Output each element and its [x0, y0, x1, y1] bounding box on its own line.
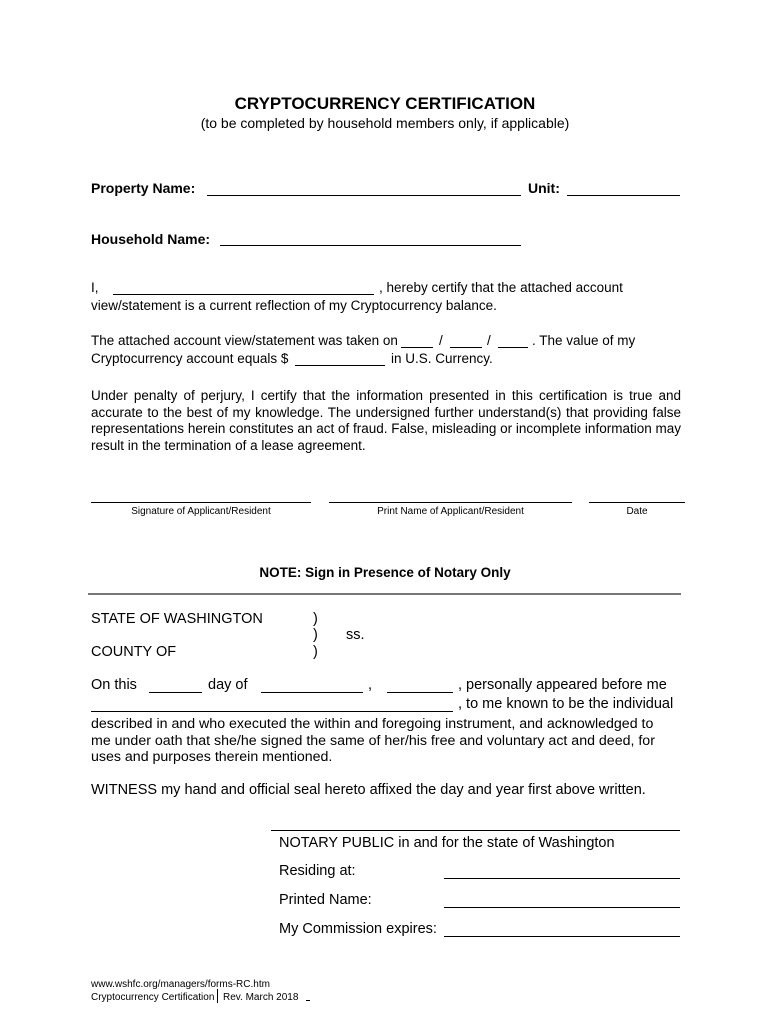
notary-note: NOTE: Sign in Presence of Notary Only — [259, 565, 511, 580]
section-divider — [88, 593, 681, 595]
notary-comma: , — [368, 677, 373, 693]
household-name-field[interactable] — [220, 245, 521, 246]
state-label: STATE OF WASHINGTON — [91, 611, 263, 627]
date-slash-2: / — [487, 333, 491, 348]
residing-field[interactable] — [444, 878, 680, 879]
paren-2: ) — [313, 627, 318, 643]
date-label: Date — [626, 506, 648, 517]
paren-3: ) — [313, 644, 318, 660]
print-name-field[interactable] — [329, 502, 572, 503]
property-name-field[interactable] — [207, 195, 521, 196]
notary-day-field[interactable] — [149, 692, 202, 693]
footer-rev: Rev. March 2018 — [223, 992, 299, 1003]
certify-line2: view/statement is a current reflection of my Cryptocurrency balance. — [91, 298, 497, 313]
day-of-text: day of — [208, 677, 248, 693]
commission-label: My Commission expires: — [279, 921, 437, 937]
certify-i-label: I, — [91, 280, 99, 295]
paren-1: ) — [313, 611, 318, 627]
notary-year-field[interactable] — [387, 692, 453, 693]
described-paragraph: described in and who executed the within and foregoing instrument, and acknowledged to me under oath that she/he signed the same of her/his free and voluntary act and deed, for uses and purposes therein mentioned. — [91, 716, 655, 765]
taken-month-field[interactable] — [401, 347, 433, 348]
household-name-label: Household Name: — [91, 231, 211, 247]
value-of-text: . The value of my — [532, 333, 636, 348]
account-value-field[interactable] — [295, 365, 385, 366]
footer-mark — [306, 1000, 310, 1001]
printed-name-label: Printed Name: — [279, 892, 372, 908]
notary-signature-field[interactable] — [271, 830, 680, 831]
penalty-paragraph: Under penalty of perjury, I certify that the information presented in this certification is true and accurate to the best of my knowledge. The undersigned further understand(s) that providing false representations herein constitutes an act of fraud. False, misleading or incomplete information may result in the termination of a lease agreement. — [91, 388, 681, 453]
signature-label: Signature of Applicant/Resident — [131, 506, 271, 517]
footer-url: www.wshfc.org/managers/forms-RC.htm — [91, 979, 270, 990]
taken-year-field[interactable] — [498, 347, 528, 348]
property-name-label: Property Name: — [91, 180, 196, 196]
appearer-name-field[interactable] — [91, 711, 453, 712]
commission-field[interactable] — [444, 936, 680, 937]
known-text: , to me known to be the individual — [458, 696, 674, 712]
date-slash-1: / — [439, 333, 443, 348]
appeared-text: , personally appeared before me — [458, 677, 667, 693]
printed-name-field[interactable] — [444, 907, 680, 908]
page-subtitle: (to be completed by household members only, if applicable) — [200, 115, 570, 131]
signature-field[interactable] — [91, 502, 311, 503]
certify-hereby-text: , hereby certify that the attached account — [379, 280, 623, 295]
notary-month-field[interactable] — [261, 692, 363, 693]
currency-text: in U.S. Currency. — [391, 351, 493, 366]
taken-day-field[interactable] — [450, 347, 482, 348]
on-this-text: On this — [91, 677, 137, 693]
footer-doc-name: Cryptocurrency Certification — [91, 992, 215, 1003]
certifier-name-field[interactable] — [113, 294, 374, 295]
taken-on-text: The attached account view/statement was taken on — [91, 333, 398, 348]
notary-public-label: NOTARY PUBLIC in and for the state of Washington — [279, 835, 615, 851]
witness-text: WITNESS my hand and official seal hereto affixed the day and year first above written. — [91, 782, 646, 798]
county-label: COUNTY OF — [91, 644, 177, 660]
residing-label: Residing at: — [279, 863, 356, 879]
print-name-label: Print Name of Applicant/Resident — [377, 506, 524, 517]
account-equals-text: Cryptocurrency account equals $ — [91, 351, 289, 366]
date-field[interactable] — [589, 502, 685, 503]
page-title: CRYPTOCURRENCY CERTIFICATION — [234, 94, 536, 113]
unit-field[interactable] — [567, 195, 680, 196]
unit-label: Unit: — [528, 180, 560, 196]
ss-label: ss. — [346, 627, 365, 643]
footer-separator — [217, 989, 218, 1003]
